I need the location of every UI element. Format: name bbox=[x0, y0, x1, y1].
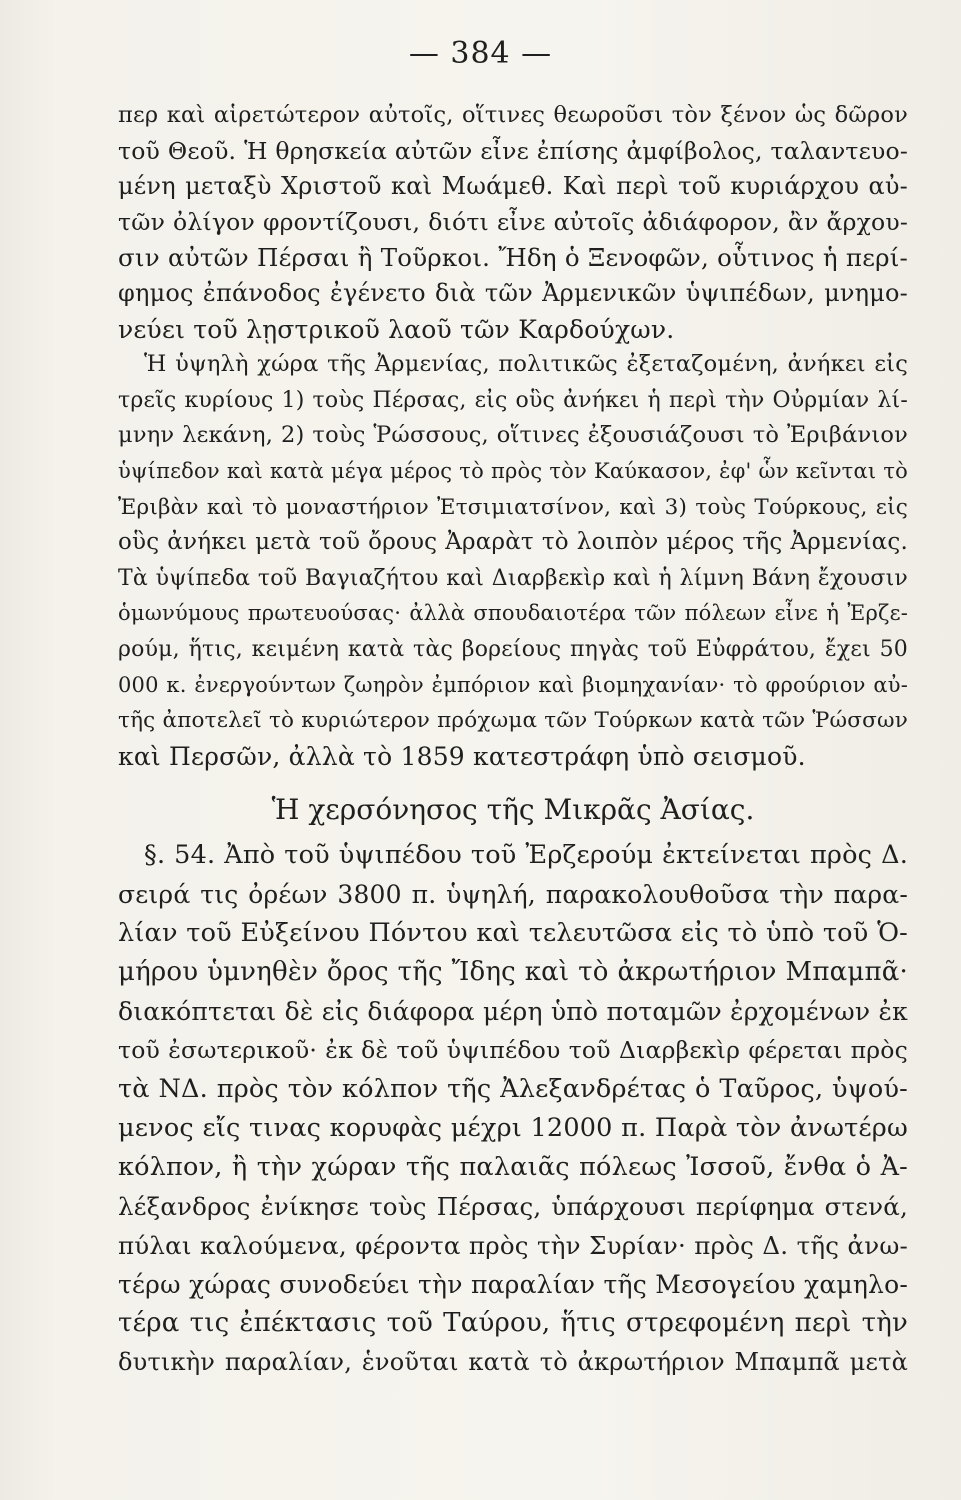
text-line: σειρά τις ὀρέων 3800 π. ὑψηλή, παρακολουθοῦσα τὴν παρα- bbox=[118, 880, 908, 910]
text-line: δυτικὴν παραλίαν, ἑνοῦται κατὰ τὸ ἀκρωτήριον Μπαμπᾶ μετὰ bbox=[118, 1348, 908, 1377]
text-line: καὶ Περσῶν, ἀλλὰ τὸ 1859 κατεστράφη ὑπὸ σεισμοῦ. bbox=[118, 741, 806, 771]
body-text bbox=[118, 98, 908, 1382]
text-line: ὑψίπεδον καὶ κατὰ μέγα μέρος τὸ πρὸς τὸν Καύκασον, ἐφ' ὧν κεῖνται τὸ bbox=[118, 458, 908, 483]
text-line: τῶν ὀλίγον φροντίζουσι, διότι εἶνε αὐτοῖς ἀδιάφορον, ἂν ἄρχου- bbox=[118, 207, 908, 236]
text-line: τοῦ ἐσωτερικοῦ· ἐκ δὲ τοῦ ὑψιπέδου τοῦ Διαρβεκὶρ φέρεται πρὸς bbox=[118, 1036, 908, 1065]
text-line: τῆς ἀποτελεῖ τὸ κυριώτερον πρόχωμα τῶν Τούρκων κατὰ τῶν Ῥώσσων bbox=[118, 708, 908, 734]
text-line: τοῦ Θεοῦ. Ἡ θρησκεία αὐτῶν εἶνε ἐπίσης ἀμφίβολος, ταλαντευο- bbox=[118, 136, 908, 165]
text-line: περ καὶ αἱρετώτερον αὐτοῖς, οἵτινες θεωροῦσι τὸν ξένον ὡς δῶρον bbox=[118, 102, 908, 128]
paragraph-2 bbox=[118, 347, 908, 774]
text-line: νεύει τοῦ λῃστρικοῦ λαοῦ τῶν Καρδούχων. bbox=[118, 314, 675, 344]
text-line: τέρω χώρας συνοδεύει τὴν παραλίαν τῆς Μεσογείου χαμηλο- bbox=[118, 1270, 908, 1300]
text-line: φημος ἐπάνοδος ἐγένετο διὰ τῶν Ἀρμενικῶν ὑψιπέδων, μνημο- bbox=[118, 278, 908, 307]
text-line: μενος εἴς τινας κορυφὰς μέχρι 12000 π. Παρὰ τὸν ἀνωτέρω bbox=[118, 1113, 908, 1144]
text-line: κόλπον, ἢ τὴν χώραν τῆς παλαιᾶς πόλεως Ἰσσοῦ, ἔνθα ὁ Ἀ- bbox=[118, 1152, 908, 1183]
text-line: μήρου ὑμνηθὲν ὄρος τῆς Ἴδης καὶ τὸ ἀκρωτήριον Μπαμπᾶ· bbox=[118, 957, 908, 988]
text-line: Ἡ ὑψηλὴ χώρα τῆς Ἀρμενίας, πολιτικῶς ἐξεταζομένη, ἀνήκει εἰς bbox=[144, 351, 908, 378]
text-line: τὰ ΝΔ. πρὸς τὸν κόλπον τῆς Ἀλεξανδρέτας ὁ Ταῦρος, ὑψού- bbox=[118, 1074, 908, 1105]
text-line: 000 κ. ἐνεργούντων ζωηρὸν ἐμπόριον καὶ βιομηχανίαν· τὸ φρούριον αὐ- bbox=[118, 672, 908, 697]
text-line: §. 54. Ἀπὸ τοῦ ὑψιπέδου τοῦ Ἐρζερούμ ἐκτείνεται πρὸς Δ. bbox=[144, 840, 908, 871]
page-number: — 384 — bbox=[408, 36, 553, 71]
text-line: λίαν τοῦ Εὐξείνου Πόντου καὶ τελευτῶσα εἰς τὸ ὑπὸ τοῦ Ὁ- bbox=[118, 918, 908, 949]
text-line: οὓς ἀνήκει μετὰ τοῦ ὄρους Ἀραρὰτ τὸ λοιπὸν μέρος τῆς Ἀρμενίας. bbox=[118, 529, 908, 556]
paragraph-3 bbox=[118, 836, 908, 1382]
text-line: σιν αὐτῶν Πέρσαι ἢ Τοῦρκοι. Ἤδη ὁ Ξενοφῶν, οὗτινος ἡ περί- bbox=[118, 243, 908, 273]
text-line: λέξανδρος ἐνίκησε τοὺς Πέρσας, ὑπάρχουσι περίφημα στενά, bbox=[118, 1192, 908, 1222]
section-heading: Ἡ χερσόνησος τῆς Μικρᾶς Ἀσίας. bbox=[271, 793, 755, 827]
text-line: ρούμ, ἥτις, κειμένη κατὰ τὰς βορείους πηγὰς τοῦ Εὐφράτου, ἔχει 50 bbox=[118, 636, 908, 662]
text-line: Ἐριβὰν καὶ τὸ μοναστήριον Ἐτσιμιατσίνον, καὶ 3) τοὺς Τούρκους, εἰς bbox=[118, 494, 908, 520]
text-line: μνην λεκάνη, 2) τοὺς Ῥώσσους, οἵτινες ἐξουσιάζουσι τὸ Ἐριβάνιον bbox=[118, 422, 908, 449]
paragraph-1 bbox=[118, 98, 908, 347]
text-line: ὁμωνύμους πρωτευούσας· ἀλλὰ σπουδαιοτέρα τῶν πόλεων εἶνε ἡ Ἐρζε- bbox=[118, 601, 908, 626]
text-line: πύλαι καλούμενα, φέροντα πρὸς τὴν Συρίαν· πρὸς Δ. τῆς ἀνω- bbox=[118, 1231, 908, 1261]
text-line: μένη μεταξὺ Χριστοῦ καὶ Μωάμεθ. Καὶ περὶ τοῦ κυριάρχου αὐ- bbox=[118, 172, 908, 201]
text-line: διακόπτεται δὲ εἰς διάφορα μέρη ὑπὸ ποταμῶν ἐρχομένων ἐκ bbox=[118, 997, 908, 1027]
text-line: τρεῖς κυρίους 1) τοὺς Πέρσας, εἰς οὓς ἀνήκει ἡ περὶ τὴν Οὐρμίαν λί- bbox=[118, 387, 908, 413]
text-line: Τὰ ὑψίπεδα τοῦ Βαγιαζήτου καὶ Διαρβεκὶρ καὶ ἡ λίμνη Βάνη ἔχουσιν bbox=[118, 565, 908, 591]
text-line: τέρα τις ἐπέκτασις τοῦ Ταύρου, ἥτις στρεφομένη περὶ τὴν bbox=[118, 1308, 908, 1339]
